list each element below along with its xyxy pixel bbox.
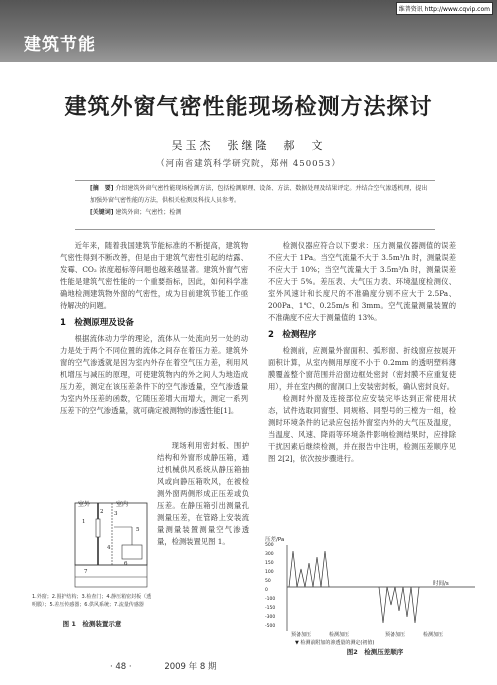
fig1-num-5: 5 (136, 527, 140, 533)
fig2-ylabel: 压差/Pa (265, 537, 285, 543)
fig1-num-6: 6 (124, 561, 128, 567)
section-heading-2: 2 检测程序 (268, 330, 317, 340)
fig2-xlabel: 时间/s (433, 581, 449, 587)
right-paragraph0: 检测仪器应符合以下要求：压力测量仪器测值的误差不应大于 1Pa。当空气流量不大于 3.5m³/h 时，测量误差不应大于 10%；当空气流量大于 3.5m³/h 时，测量误差不应大于 5%。差压表、大气压力表、环境温度检测仪、室外风速计和长度尺的不准确度分别不应大于 2.5Pa、200Pa、1℃、0.25m/s 和 3mm。空气流量测量装置的不准确度不应大于测量值的 13%。 (268, 241, 456, 322)
divider-top (75, 180, 435, 181)
fig1-num-3: 3 (114, 511, 118, 517)
fig1-caption: 图 1 检测装置示意 (62, 620, 122, 628)
fig2-ytick: 150 (265, 561, 274, 566)
article-title: 建筑外窗气密性能现场检测方法探讨 (64, 95, 433, 120)
fig1-num-1: 1 (82, 519, 86, 525)
fig2-ytick: 100 (265, 570, 274, 575)
right-column (268, 240, 456, 465)
abstract-row (90, 183, 430, 207)
fig2-label-pre-pos: 预备加压 (291, 632, 312, 638)
left-column-lower (157, 440, 249, 548)
fig2-ytick: 50 (265, 579, 271, 584)
fig2-ytick: -500 (265, 624, 276, 629)
fig2-label-pre-neg: 预备加压 (385, 632, 406, 638)
section-title: 建筑节能 (24, 35, 96, 55)
article-authors: 吴玉杰 张继隆 郝 文 (171, 139, 326, 152)
issue-label: 2009 年 8 期 (164, 662, 217, 672)
figure-1 (32, 497, 152, 635)
abstract-label: [摘 要] (90, 185, 114, 192)
section1-paragraph2: 现场利用密封板、围护结构和外窗形成静压箱，通过机械供风系统从静压箱抽风或向静压箱吹风，在被检测外窗两侧形成正压差或负压差。在静压箱引出测量孔测量压差，在管路上安装流量测量装置测量空气渗透量，检测装置见图 1。 (157, 441, 249, 546)
keywords-row (90, 207, 430, 219)
section-heading-1: 1 检测原理及设备 (60, 318, 134, 328)
section2-paragraph1: 检测前，应测量外窗面积、弧形窗、折线窗应按展开面积计算，从室内侧用厚度不小于 0.2mm 的透明塑料薄膜覆盖整个窗范围并沿窗边框处密封（密封膜不应重复使用），并在室内侧的窗洞口上安装密封板，确认密封良好。 (268, 346, 456, 391)
watermark: 维普资讯 http://www.cqvip.com (396, 2, 493, 15)
fig2-note: ▼ 检测前附加的渗透量的测定(初值) (295, 640, 375, 646)
divider-bottom (75, 229, 435, 230)
fig2-ytick: -300 (265, 615, 276, 620)
abstract-block (90, 183, 430, 219)
fig2-caption: 图2 检测压差顺序 (346, 648, 404, 656)
fig2-ytick: -150 (265, 606, 276, 611)
pressure-sequence-chart (279, 543, 479, 633)
page-number: · 48 · (110, 662, 132, 672)
fig2-ytick: 0 (265, 588, 268, 593)
test-device-diagram (72, 497, 150, 592)
fig2-label-test-neg: 检测加压 (423, 632, 444, 638)
fig1-num-7: 7 (84, 569, 88, 575)
left-column (60, 240, 248, 417)
keywords-label: [关键词] (90, 209, 114, 216)
fig1-legend: 1.外窗；2.围护结构；3.检查门；4.静压箱密封板（透明膜）；5.差压传感器；6.供风系统；7.流量传感器 (32, 594, 152, 608)
figure-2 (265, 535, 485, 655)
fig2-ytick: 500 (265, 543, 274, 548)
fig2-label-test-pos: 检测加压 (329, 632, 350, 638)
label-outdoor: 室外 (78, 501, 91, 508)
fig1-num-4: 4 (107, 545, 111, 551)
article-affiliation: （河南省建筑科学研究院，郑州 450053） (156, 159, 341, 169)
intro-paragraph: 近年来，随着我国建筑节能标准的不断提高，建筑物气密性得到不断改善，但是由于建筑气密性引起的结露、发霉、CO₂ 浓度超标等问题也越来越显著。建筑外窗气密性能是建筑气密性能的一个重要指标，因此，如何科学准确地检测建筑物外窗的气密性，成为目前建筑节能工作亟待解决的问题。 (60, 241, 248, 310)
abstract-text: 介绍建筑外窗气密性能现场检测方法，包括检测原理、设备、方法、数据处理及结果评定。并结合空气渗透机理，提出加强外窗气密性能的方法，供相关检测及科技人员参考。 (90, 185, 428, 204)
section2-paragraph2: 检测时外窗及连接部位应安装完毕达到正常使用状态，试件选取同窗型、同规格、同型号的三樘为一组，检测时环境条件的记录应包括外窗室内外的大气压及温度，当温度、风速、降雨等环境条件影响检测结果时，应排除干扰因素后继续检测，并在报告中注明，检测压差顺序见图 2[2]，依次按步骤进行。 (268, 394, 456, 463)
fig2-ytick: 300 (265, 552, 274, 557)
keywords-text: 建筑外窗；气密性；检测 (115, 209, 182, 216)
fig2-ytick: -100 (265, 597, 276, 602)
page-footer (110, 660, 216, 672)
fig1-num-2: 2 (100, 509, 104, 515)
section1-paragraph1: 根据流体动力学的理论，流体从一处流向另一处的动力是处于两个不同位置的流体之间存在着压力差。建筑外窗的空气渗透就是因为室内外存在着空气压力差，利用风机增压与减压的原理，可使建筑物内的外之间人为地造成压力差，测定在该压差条件下的空气渗透量，空气渗透量为室内外压差的函数，它随压差增大而增大，测定一系列压差下的空气渗透量，就可确定被测物的渗透性能[1]。 (60, 334, 248, 415)
label-indoor: 室内 (116, 501, 129, 508)
section-header (0, 0, 497, 62)
